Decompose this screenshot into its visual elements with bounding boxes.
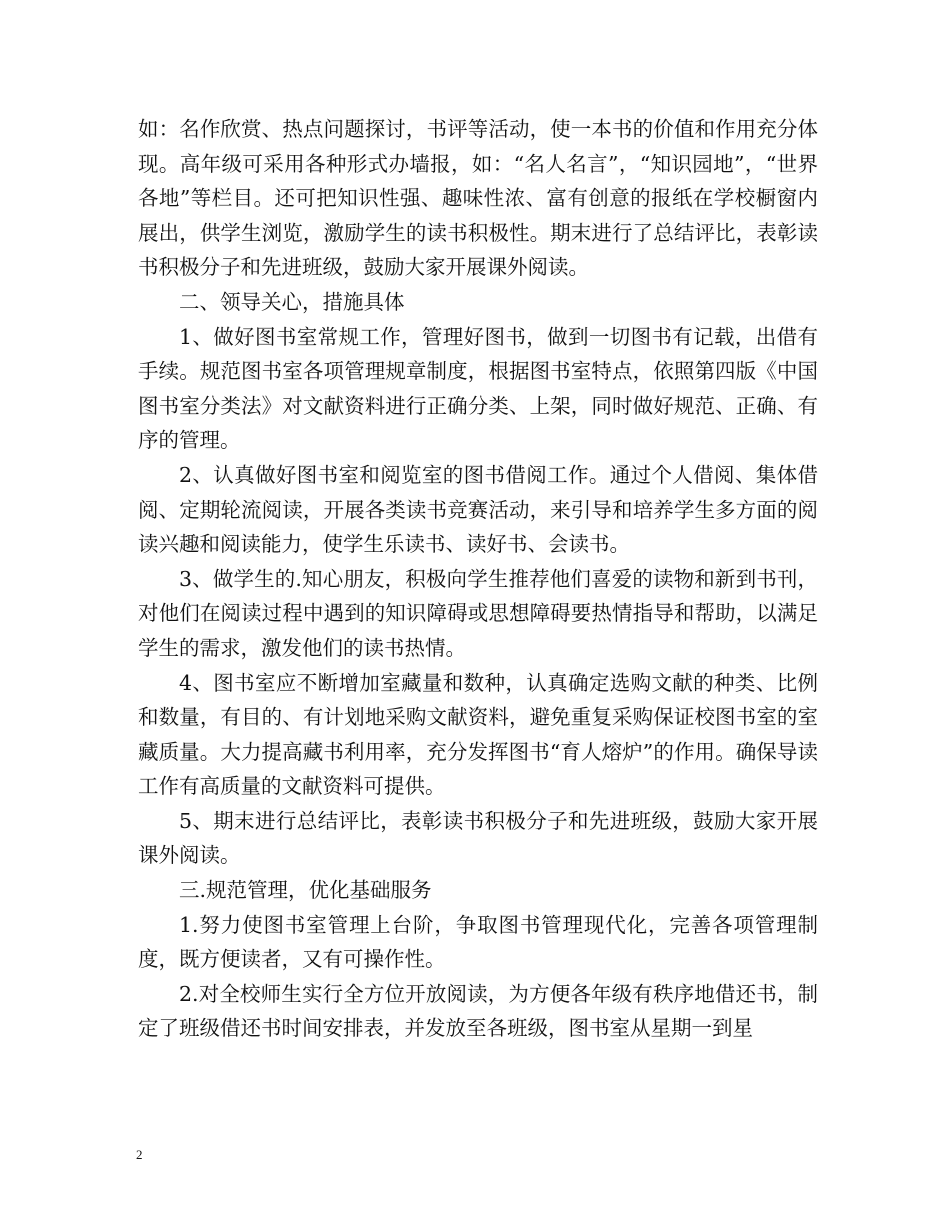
heading-standard-management: 三.规范管理，优化基础服务 (179, 878, 432, 903)
page-number: 2 (136, 1147, 143, 1162)
document-body (138, 112, 818, 1046)
paragraph-item-5-evaluation: 5、期末进行总结评比，表彰读书积极分子和先进班级，鼓励大家开展课外阅读。 (138, 808, 818, 868)
paragraph-item-3-student-friend: 3、做学生的.知心朋友，积极向学生推荐他们喜爱的读物和新到书刊，对他们在阅读过程中遇到的知识障碍或思想障碍要热情指导和帮助，以满足学生的需求，激发他们的读书热情。 (138, 566, 818, 660)
paragraph-continued-activities: 如：名作欣赏、热点问题探讨，书评等活动，使一本书的价值和作用充分体现。高年级可采用各种形式办墙报，如：“名人名言”，“知识园地”，“世界各地”等栏目。还可把知识性强、趣味性浓、富有创意的报纸在学校橱窗内展出，供学生浏览，激励学生的读书积极性。期末进行了总结评比，表彰读书积极分子和先进班级，鼓励大家开展课外阅读。 (138, 117, 818, 280)
paragraph-item-2-borrowing: 2、认真做好图书室和阅览室的图书借阅工作。通过个人借阅、集体借阅、定期轮流阅读，开展各类读书竞赛活动，来引导和培养学生多方面的阅读兴趣和阅读能力，使学生乐读书、读好书、会读书。 (138, 462, 818, 557)
paragraph-management-2: 2.对全校师生实行全方位开放阅读，为方便各年级有秩序地借还书，制定了班级借还书时间安排表，并发放至各班级，图书室从星期一到星 (138, 981, 818, 1041)
paragraph-management-1: 1.努力使图书室管理上台阶，争取图书管理现代化，完善各项管理制度，既方便读者，又有可操作性。 (138, 912, 818, 972)
paragraph-item-4-collection: 4、图书室应不断增加室藏量和数种，认真确定选购文献的种类、比例和数量，有目的、有计划地采购文献资料，避免重复采购保证校图书室的室藏质量。大力提高藏书利用率，充分发挥图书“育人熔炉”的作用。确保导读工作有高质量的文献资料可提供。 (138, 670, 818, 799)
heading-leadership-measures: 二、领导关心，措施具体 (179, 289, 405, 314)
paragraph-item-1-routine-work: 1、做好图书室常规工作，管理好图书，做到一切图书有记载，出借有手续。规范图书室各项管理规章制度，根据图书室特点，依照第四版《中国图书室分类法》对文献资料进行正确分类、上架，同时做好规范、正确、有序的管理。 (138, 324, 818, 453)
